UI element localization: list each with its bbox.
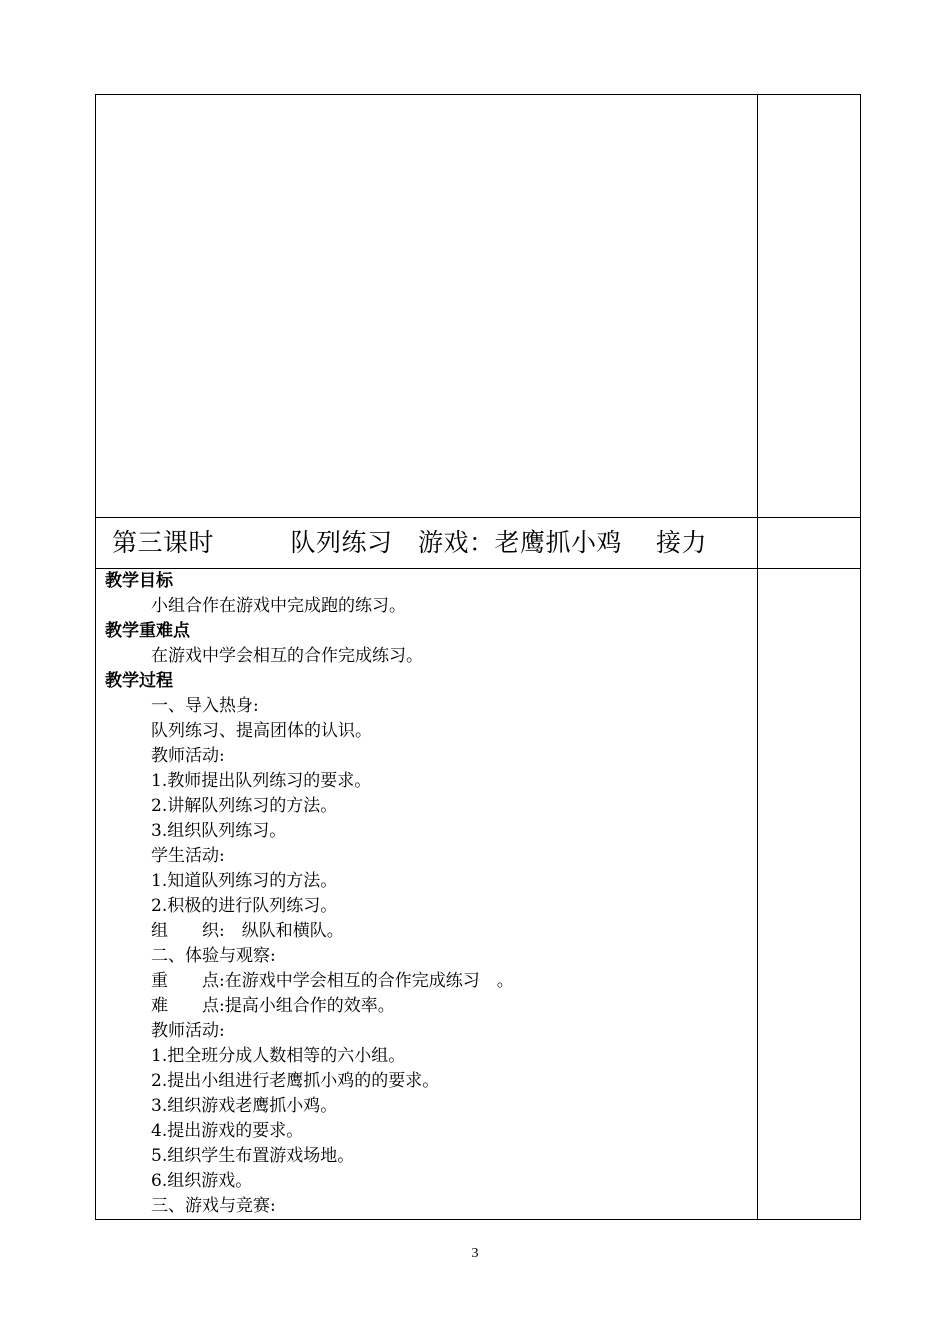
lesson-plan-table [95, 94, 861, 1220]
content-line: 5.组织学生布置游戏场地。 [151, 1146, 355, 1166]
content-line: 一、导入热身: [151, 696, 259, 716]
title-row [96, 518, 861, 569]
body-row [96, 569, 861, 1220]
content-line: 教师活动: [151, 746, 225, 766]
content-line: 小组合作在游戏中完成跑的练习。 [151, 596, 406, 616]
body-cell [96, 569, 758, 1220]
content-line: 4.提出游戏的要求。 [151, 1121, 304, 1141]
lesson-content [96, 569, 757, 1219]
content-line: 3.组织游戏老鹰抓小鸡。 [151, 1096, 338, 1116]
blank-main-cell [96, 95, 758, 518]
content-line: 3.组织队列练习。 [151, 821, 287, 841]
content-line: 三、游戏与竞赛: [151, 1196, 276, 1216]
section-heading: 教学过程 [105, 671, 173, 691]
content-line: 二、体验与观察: [151, 946, 276, 966]
content-line: 重 点:在游戏中学会相互的合作完成练习 。 [151, 971, 514, 991]
content-line: 2.提出小组进行老鹰抓小鸡的的要求。 [151, 1071, 440, 1091]
page-number: 3 [471, 1246, 479, 1261]
content-line: 1.把全班分成人数相等的六小组。 [151, 1046, 406, 1066]
content-line: 1.知道队列练习的方法。 [151, 871, 338, 891]
content-line: 教师活动: [151, 1021, 225, 1041]
title-side-cell [758, 518, 861, 569]
lesson-title: 第三课时 队列练习 游戏：老鹰抓小鸡 接力 [112, 528, 707, 557]
section-heading: 教学目标 [105, 571, 173, 591]
content-line: 2.讲解队列练习的方法。 [151, 796, 338, 816]
section-heading: 教学重难点 [105, 621, 190, 641]
content-line: 6.组织游戏。 [151, 1171, 253, 1191]
title-cell [96, 518, 758, 569]
content-line: 在游戏中学会相互的合作完成练习。 [151, 646, 423, 666]
content-line: 1.教师提出队列练习的要求。 [151, 771, 372, 791]
blank-side-cell [758, 95, 861, 518]
blank-row [96, 95, 861, 518]
content-line: 队列练习、提高团体的认识。 [151, 721, 372, 741]
content-line: 2.积极的进行队列练习。 [151, 896, 338, 916]
body-side-cell [758, 569, 861, 1220]
content-line: 组 织: 纵队和横队。 [151, 921, 344, 941]
content-line: 学生活动: [151, 846, 225, 866]
content-line: 难 点:提高小组合作的效率。 [151, 996, 395, 1016]
